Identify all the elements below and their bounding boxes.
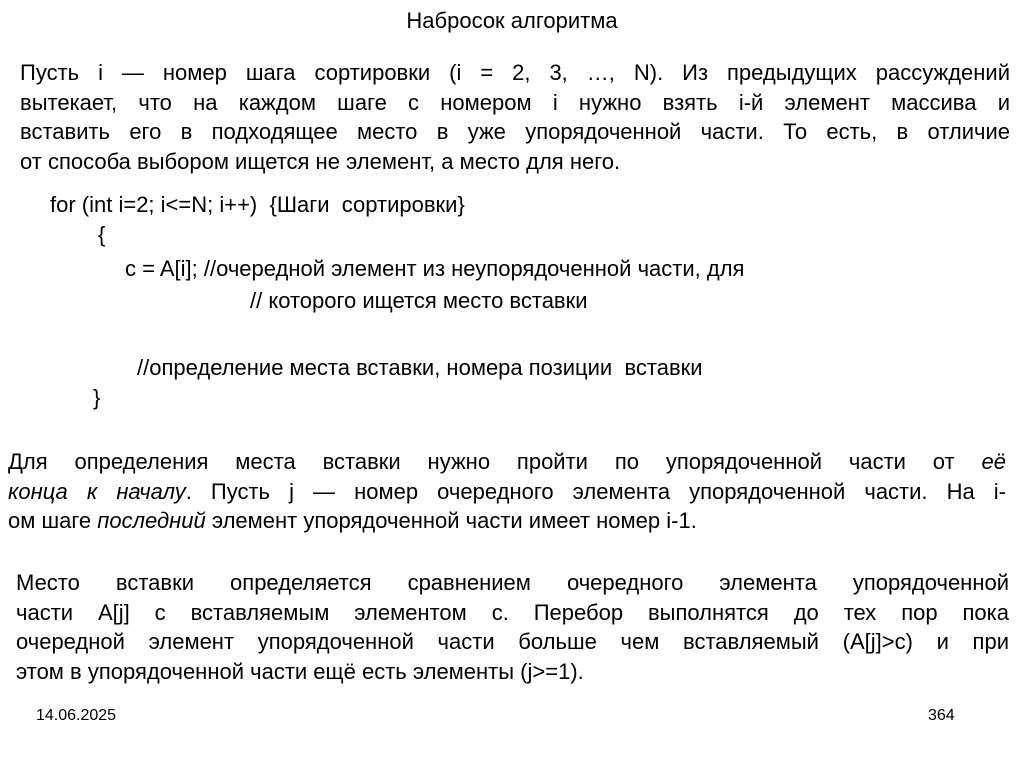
para3-line: части A[j] с вставляемым элементом c. Перебор выполнятся до тех пор пока [16,599,1009,625]
code-line-comment-insert: //определение места вставки, номера позиции вставки [137,355,703,380]
footer-date: 14.06.2025 [36,707,117,724]
text-run: Для определения места вставки нужно пройти по упорядоченной части от [8,449,982,474]
text-run: элемент упорядоченной части имеет номер i-1. [205,508,697,533]
para2-line-2 [8,477,1006,507]
slide-title: Набросок алгоритма [406,8,618,33]
italic-run: последний [97,508,206,533]
text-run: . Пусть j — номер очередного элемента упорядоченной части. На i- [185,478,1007,504]
intro-paragraph [20,58,1010,176]
intro-line: вытекает, что на каждом шаге с номером i нужно взять i-й элемент массива и [20,89,1010,115]
intro-line: Пусть i — номер шага сортировки (i = 2, 3, …, N). Из предыдущих рассуждений [20,60,1010,85]
code-line-comment: // которого ищется место вставки [250,288,588,313]
code-line-open-brace: { [98,222,106,247]
italic-run: её [981,449,1006,474]
para2-line-3 [8,506,1006,536]
intro-line: от способа выбором ищется не элемент, а место для него. [20,148,621,174]
para3-line: очередной элемент упорядоченной части больше чем вставляемый (A[j]>c) и при [16,629,1009,654]
code-line-for: for (int i=2; i<=N; i++) {Шаги сортировки} [50,192,465,217]
para2-line-1 [8,447,1006,477]
code-line-assign: c = A[i]; //очередной элемент из неупорядоченной части, для [125,256,745,281]
text-run: ом шаге [8,508,98,533]
italic-run: конца к началу [8,478,186,504]
intro-line: вставить его в подходящее место в уже упорядоченной части. То есть, в отличие [20,119,1010,144]
para3-line: Место вставки определяется сравнением очередного элемента упорядоченной [16,570,1009,595]
para3-line: этом в упорядоченной части ещё есть элементы (j>=1). [16,658,584,684]
insertion-search-paragraph [8,447,1006,536]
page-number: 364 [928,707,955,724]
code-line-close-brace: } [93,385,101,410]
insertion-condition-paragraph [16,568,1009,686]
